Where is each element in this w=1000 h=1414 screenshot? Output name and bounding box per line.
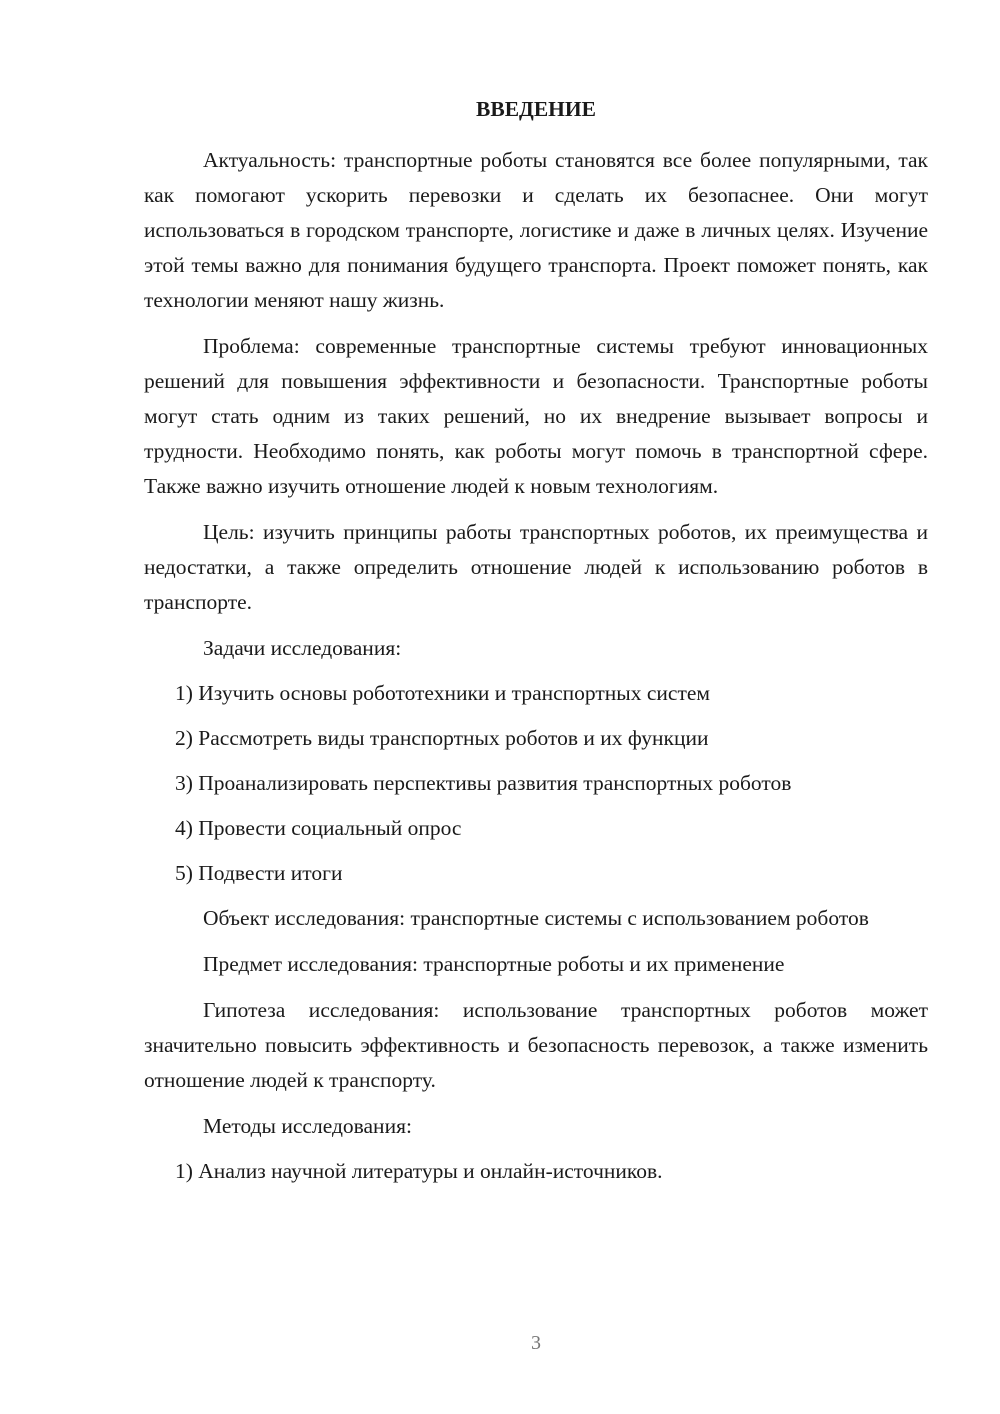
list-item: 2) Рассмотреть виды транспортных роботов и их функции (175, 726, 709, 750)
paragraph-goal: Цель: изучить принципы работы транспортных роботов, их преимущества и недостатки, а также определить отношение людей к использованию роботов в транспорте. (144, 520, 928, 614)
paragraph-object: Объект исследования: транспортные системы с использованием роботов (203, 906, 869, 930)
methods-list (144, 1154, 928, 1189)
list-item: 3) Проанализировать перспективы развития транспортных роботов (175, 771, 792, 795)
page-content (144, 92, 928, 1199)
page-number: 3 (531, 1332, 541, 1354)
paragraph-problem: Проблема: современные транспортные системы требуют инновационных решений для повышения эффективности и безопасности. Транспортные роботы могут стать одним из таких решений, но их внедрение вызывает вопросы и трудности. Необходимо понять, как роботы могут помочь в транспортной сфере. Также важно изучить отношение людей к новым технологиям. (144, 334, 928, 498)
page-title: ВВЕДЕНИЕ (476, 97, 596, 121)
tasks-list (144, 676, 928, 891)
methods-heading: Методы исследования: (203, 1114, 412, 1138)
list-item: 1) Изучить основы робототехники и транспортных систем (175, 681, 710, 705)
list-item: 4) Провести социальный опрос (175, 816, 462, 840)
list-item: 1) Анализ научной литературы и онлайн-источников. (175, 1159, 663, 1183)
tasks-heading: Задачи исследования: (203, 636, 402, 660)
list-item: 5) Подвести итоги (175, 861, 343, 885)
paragraph-relevance: Актуальность: транспортные роботы становятся все более популярными, так как помогают ускорить перевозки и сделать их безопаснее. Они могут использоваться в городском транспорте, логистике и даже в личных целях. Изучение этой темы важно для понимания будущего транспорта. Проект поможет понять, как технологии меняют нашу жизнь. (144, 148, 928, 312)
paragraph-subject: Предмет исследования: транспортные роботы и их применение (203, 952, 785, 976)
paragraph-hypothesis: Гипотеза исследования: использование транспортных роботов может значительно повысить эффективность и безопасность перевозок, а также изменить отношение людей к транспорту. (144, 998, 928, 1092)
